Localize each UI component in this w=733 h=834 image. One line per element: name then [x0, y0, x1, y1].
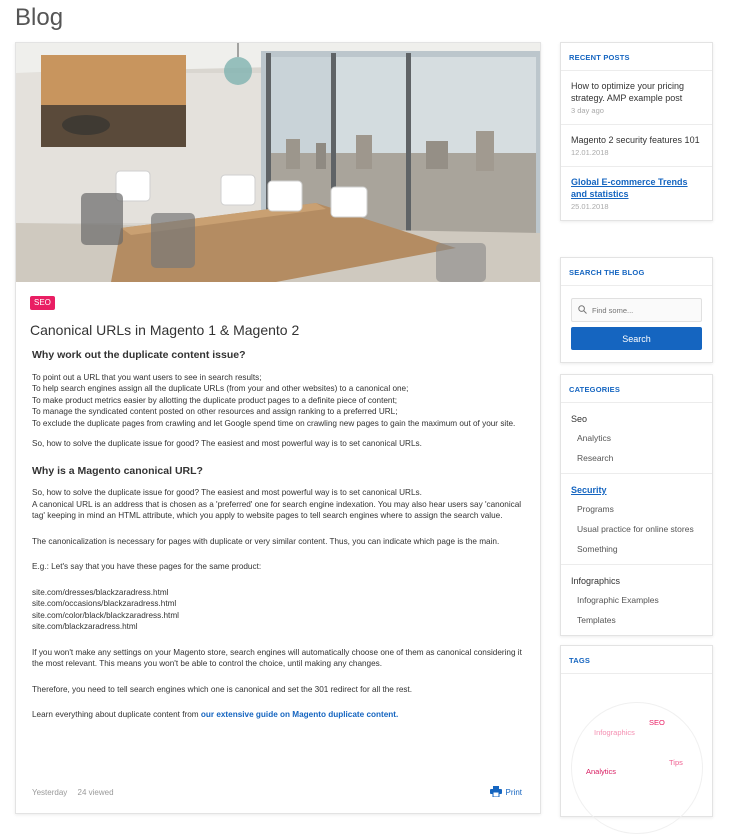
- post-date: Yesterday: [32, 788, 68, 797]
- section2-text: [32, 487, 522, 522]
- category-analytics[interactable]: Analytics: [577, 433, 612, 443]
- category-templates[interactable]: Templates: [577, 615, 616, 625]
- category-research[interactable]: Research: [577, 453, 614, 463]
- paragraph-canonicalization: The canonicalization is necessary for pages with duplicate or very similar content. Thus, you can indicate which page is the main.: [32, 536, 500, 546]
- example-url: site.com/dresses/blackzaradress.html: [32, 587, 169, 597]
- search-icon: [578, 305, 587, 316]
- category-seo[interactable]: Seo: [571, 414, 588, 424]
- printer-icon: [490, 786, 502, 799]
- recent-post-item: [561, 71, 712, 125]
- recent-post-item: [561, 167, 712, 220]
- category-usual-practice[interactable]: Usual practice for online stores: [577, 524, 694, 534]
- search-widget: [560, 257, 713, 363]
- tags-title: TAGS: [561, 646, 712, 674]
- search-button[interactable]: Search: [571, 327, 702, 350]
- category-infographic-examples[interactable]: Infographic Examples: [577, 595, 659, 605]
- recent-post-date: 25.01.2018: [571, 202, 609, 211]
- search-input[interactable]: [587, 306, 692, 315]
- list-item: To help search engines assign all the duplicate URLs (from your and other websites) to a canonical one;: [32, 384, 409, 393]
- category-group: [561, 474, 712, 565]
- section1-list: [32, 372, 522, 430]
- tag-infographics[interactable]: Infographics: [594, 728, 635, 737]
- post-title: Canonical URLs in Magento 1 & Magento 2: [30, 322, 300, 338]
- tags-widget: [560, 645, 713, 817]
- example-url: site.com/color/black/blackzaradress.html: [32, 610, 179, 620]
- list-item: To manage the syndicated content posted on other resources and assign ranking to a preferred URL;: [32, 407, 398, 416]
- recent-post-link[interactable]: Magento 2 security features 101: [571, 135, 700, 145]
- category-group: [561, 403, 712, 474]
- paragraph-example: E.g.: Let's say that you have these pages for the same product:: [32, 562, 262, 571]
- paragraph-line: A canonical URL is an address that is chosen as a 'preferred' one for search engine indexation. You may also hear users say 'canonical tag' keeping in mind an HTML attribute, which you apply to website pages to tell search engines where to assign the search value.: [32, 499, 522, 520]
- search-field[interactable]: [571, 298, 702, 322]
- categories-widget: [560, 374, 713, 636]
- page-title: Blog: [15, 4, 64, 31]
- recent-posts-widget: [560, 42, 713, 221]
- section1-summary: So, how to solve the duplicate issue for good? The easiest and most powerful way is to set canonical URLs.: [32, 439, 422, 448]
- category-programs[interactable]: Programs: [577, 504, 614, 514]
- post-views: 24 viewed: [77, 788, 114, 797]
- list-item: To make product metrics easier by allotting the duplicate product pages to a definite piece of content;: [32, 395, 398, 405]
- recent-post-date: 3 day ago: [571, 106, 604, 115]
- tag-tips[interactable]: Tips: [669, 758, 683, 767]
- categories-title: CATEGORIES: [561, 375, 712, 403]
- paragraph-redirect: Therefore, you need to tell search engines which one is canonical and set the 301 redirect for all the rest.: [32, 684, 413, 694]
- category-group: [561, 565, 712, 635]
- section-heading-canonical: Why is a Magento canonical URL?: [32, 464, 203, 477]
- example-url: site.com/occasions/blackzaradress.html: [32, 599, 177, 608]
- category-security[interactable]: Security: [571, 485, 607, 495]
- recent-post-link-active[interactable]: Global E-commerce Trends and statistics: [571, 177, 688, 199]
- paragraph-learn-more: [32, 709, 522, 721]
- list-item: To exclude the duplicate pages from crawling and let Google spend time on crawling new pages to gain the maximum out of your site.: [32, 418, 516, 428]
- post-content: [32, 350, 522, 730]
- recent-post-date: 12.01.2018: [571, 148, 609, 157]
- section-heading-duplicate: Why work out the duplicate content issue?: [32, 349, 246, 361]
- recent-post-link[interactable]: How to optimize your pricing strategy. AMP example post: [571, 81, 685, 103]
- recent-post-item: [561, 125, 712, 167]
- post-footer: [32, 788, 522, 797]
- search-form: [561, 286, 712, 362]
- example-url: site.com/blackzaradress.html: [32, 622, 138, 631]
- category-something[interactable]: Something: [577, 544, 618, 554]
- print-label: Print: [505, 788, 522, 797]
- learn-more-prefix: Learn everything about duplicate content from: [32, 710, 201, 719]
- paragraph-line: So, how to solve the duplicate issue for good? The easiest and most powerful way is to set canonical URLs.: [32, 488, 422, 497]
- recent-posts-title: RECENT POSTS: [561, 43, 712, 71]
- blog-post: [15, 42, 541, 814]
- search-widget-title: SEARCH THE BLOG: [561, 258, 712, 286]
- tag-analytics[interactable]: Analytics: [586, 767, 617, 776]
- tag-cloud: [561, 674, 712, 824]
- list-item: To point out a URL that you want users to see in search results;: [32, 372, 262, 382]
- example-url-list: [32, 587, 522, 633]
- duplicate-content-guide-link[interactable]: our extensive guide on Magento duplicate content.: [200, 710, 399, 719]
- category-infographics[interactable]: Infographics: [571, 576, 621, 586]
- tag-seo[interactable]: SEO: [649, 718, 665, 727]
- hero-image[interactable]: [16, 43, 540, 282]
- category-tag[interactable]: SEO: [30, 296, 55, 310]
- paragraph-settings: If you won't make any settings on your Magento store, search engines will automatically choose one of them as canonical considering it the most relevant. This means you won't be able to control the choice, until making any changes.: [32, 647, 522, 668]
- print-button[interactable]: [490, 786, 522, 799]
